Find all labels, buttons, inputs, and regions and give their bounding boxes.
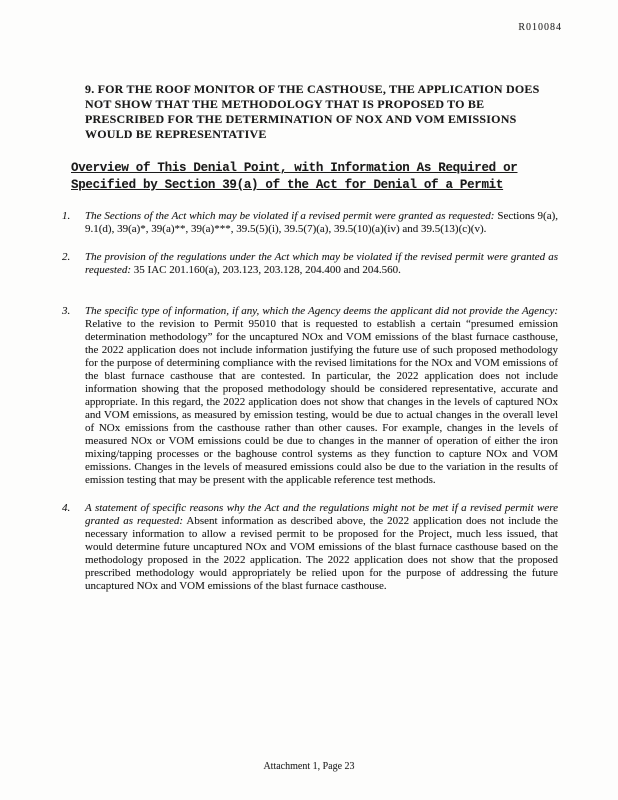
list-item-3 — [62, 305, 558, 487]
list-item-lead: The provision of the regulations under the Act which may be violated if the revised permit were granted as requested: — [85, 251, 558, 276]
overview-subheading: Overview of This Denial Point, with Information As Required or Specified by Section 39(a) of the Act for Denial of a Permit — [71, 161, 518, 192]
document-content — [62, 82, 558, 593]
list-item-lead: A statement of specific reasons why the Act and the regulations might not be met if a revised permit were granted as requested: — [85, 502, 558, 527]
list-item-number: 2. — [62, 251, 71, 263]
list-item-lead: The specific type of information, if any, which the Agency deems the applicant did not provide the Agency: — [85, 305, 558, 317]
list-item-body: 35 IAC 201.160(a), 203.123, 203.128, 204.400 and 204.560. — [133, 264, 401, 276]
list-item-body: Absent information as described above, the 2022 application does not include the necessary information to allow a revised permit to be proposed for the Project, much less issued, that would determine future uncaptured NOx and VOM emissions of the blast furnace casthouse based on the methodology proposed in the 2022 application. The 2022 application does not show that the proposed prescribed methodology would appropriately be relied upon for the purpose of addressing the future uncaptured NOx and VOM emissions of the blast furnace casthouse. — [85, 515, 558, 592]
denial-point-heading: 9. FOR THE ROOF MONITOR OF THE CASTHOUSE, THE APPLICATION DOES NOT SHOW THAT THE METHODOLOGY THAT IS PROPOSED TO BE PRESCRIBED FOR THE DETERMINATION OF NOX AND VOM EMISSIONS WOULD BE REPRESENTATIVE — [85, 82, 540, 141]
list-item-lead: The Sections of the Act which may be violated if a revised permit were granted as requested: — [85, 210, 495, 222]
list-item-body: Sections 9(a), 9.1(d), 39(a)*, 39(a)**, 39(a)***, 39.5(5)(i), 39.5(7)(a), 39.5(10)(a)(iv) and 39.5(13)(c)(v). — [85, 210, 558, 235]
list-item-4 — [62, 502, 558, 593]
document-id-stamp: R010084 — [518, 22, 562, 33]
list-item-number: 4. — [62, 502, 71, 514]
list-item-2 — [62, 251, 558, 277]
list-item-body: Relative to the revision to Permit 95010 that is requested to establish a certain “presumed emission determination methodology” for the uncaptured NOx and VOM emissions of the blast furnace casthouse, the 2022 application does not include information justifying the future use of such proposed methodology for the purpose of determining compliance with the revised limitations for the NOx and VOM emissions of the blast furnace casthouse that are contested. In particular, the 2022 application does not include information showing that the proposed methodology should be considered representative, accurate and appropriate. In this regard, the 2022 application does not show that changes in the levels of captured NOx and VOM emissions, as measured by emission testing, would be due to actual changes in the overall level of NOx emissions from the casthouse rather than other causes. For example, changes in the levels of measured NOx or VOM emissions could be due to changes in the manner of operation of either the iron mixing/tapping processes or the baghouse control systems as they function to capture NOx and VOM emissions. Changes in the levels of measured emissions could also be due to the variation in the results of emission testing that may be present with the applicable reference test methods. — [85, 318, 558, 486]
page-footer: Attachment 1, Page 23 — [263, 761, 355, 772]
list-item-number: 1. — [62, 210, 71, 222]
list-item-number: 3. — [62, 305, 71, 317]
list-item-1 — [62, 210, 558, 236]
numbered-list — [62, 210, 558, 593]
